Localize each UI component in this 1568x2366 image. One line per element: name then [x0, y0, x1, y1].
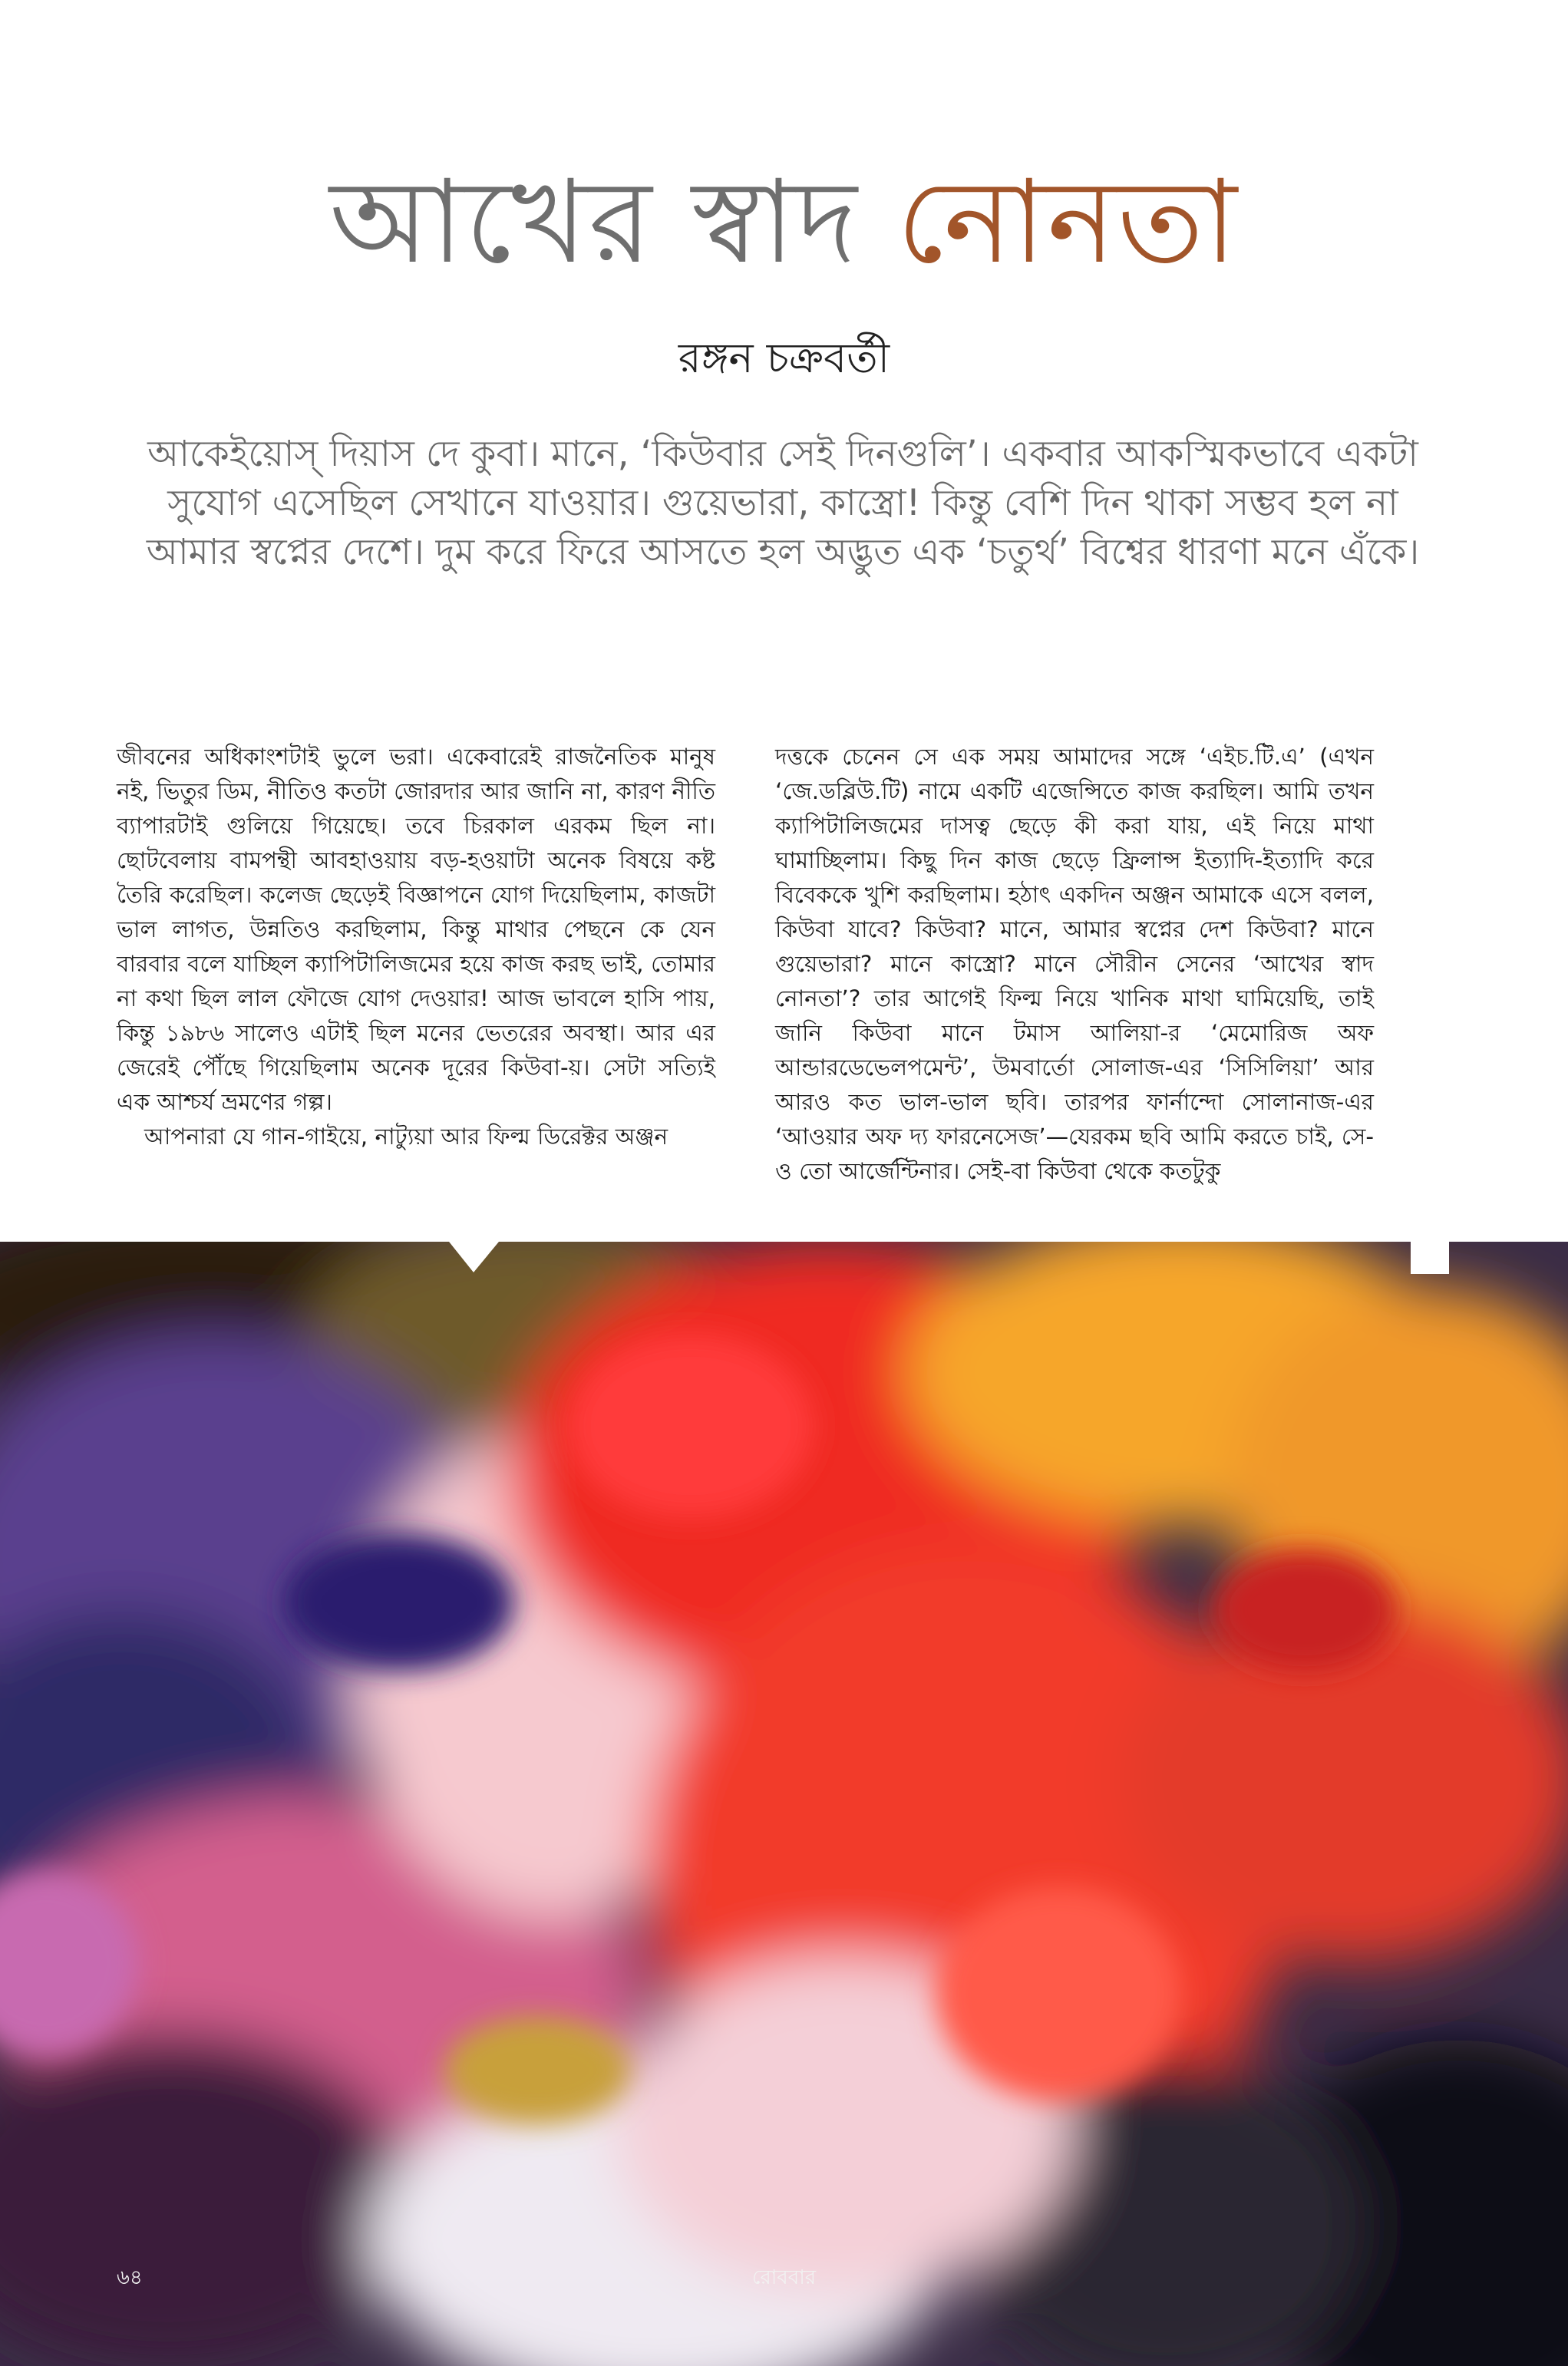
body-column-left — [117, 740, 715, 1154]
title-part-2: নোনতা — [896, 156, 1239, 289]
author-byline: রঙ্গন চক্রবর্তী — [678, 334, 890, 382]
body-paragraph: দত্তকে চেনেন সে এক সময় আমাদের সঙ্গে ‘এইচ.টি.এ’ (এখন ‘জে.ডব্লিউ.টি) নামে একটি এজেন্সিতে কাজ করছিল। আমি তখন ক্যাপিটালিজমের দাসত্ব ছেড়ে কী করা যায়, এই নিয়ে মাথা ঘামাচ্ছিলাম। কিছু দিন কাজ ছেড়ে ফ্রিলান্স ইত্যাদি-ইত্যাদি করে বিবেককে খুশি করছিলাম। হঠাৎ একদিন অঞ্জন আমাকে এসে বলল, কিউবা যাবে? কিউবা? মানে, আমার স্বপ্নের দেশ কিউবা? মানে গুয়েভারা? মানে কাস্ত্রো? মানে সৌরীন সেনের ‘আখের স্বাদ নোনতা’? তার আগেই ফিল্ম নিয়ে খানিক মাথা ঘামিয়েছি, তাই জানি কিউবা মানে টমাস আলিয়া-র ‘মেমোরিজ অফ আন্ডারডেভেলপমেন্ট’, উমবার্তো সোলাজ-এর ‘সিসিলিয়া’ আর আরও কত ভাল-ভাল ছবি। তারপর ফার্নান্দো সোলানাজ-এর ‘আওয়ার অফ দ্য ফারনেসেজ’—যেরকম ছবি আমি করতে চাই, সে-ও তো আর্জেন্টিনার। সেই-বা কিউবা থেকে কতটুকু — [775, 744, 1374, 1184]
standfirst: আকেইয়োস্ দিয়াস দে কুবা। মানে, ‘কিউবার সেই দিনগুলি’। একবার আকস্মিকভাবে একটা সুযোগ এসেছিল সেখানে যাওয়ার। গুয়েভারা, কাস্ত্রো! কিন্তু বেশি দিন থাকা সম্ভব হল না আমার স্বপ্নের দেশে। দুম করে ফিরে আসতে হল অদ্ভুত এক ‘চতুর্থ’ বিশ্বের ধারণা মনে এঁকে। — [146, 433, 1420, 573]
article-title — [0, 150, 1568, 295]
body-paragraph: আপনারা যে গান-গাইয়ে, নাট্যুয়া আর ফিল্ম ডিরেক্টর অঞ্জন — [144, 1124, 668, 1150]
body-column-right — [775, 740, 1374, 1189]
title-part-1: আখের স্বাদ — [329, 156, 859, 289]
body-paragraph: জীবনের অধিকাংশটাই ভুলে ভরা। একেবারেই রাজনৈতিক মানুষ নই, ভিতুর ডিম, নীতিও কতটা জোরদার আর জানি না, কারণ নীতি ব্যাপারটাই গুলিয়ে গিয়েছে। তবে চিরকাল এরকম ছিল না। ছোটবেলায় বামপন্থী আবহাওয়ায় বড়-হওয়াটা অনেক বিষয়ে কষ্ট তৈরি করেছিল। কলেজ ছেড়েই বিজ্ঞাপনে যোগ দিয়েছিলাম, কাজটা ভাল লাগত, উন্নতিও করছিলাম, কিন্তু মাথার পেছনে কে যেন বারবার বলে যাচ্ছিল ক্যাপিটালিজমের হয়ে কাজ করছ ভাই, তোমার না কথা ছিল লাল ফৌজে যোগ দেওয়ার! আজ ভাবলে হাসি পায়, কিন্তু ১৯৮৬ সালেও এটাই ছিল মনের ভেতরের অবস্থা। আর এর জেরেই পৌঁছে গিয়েছিলাম অনেক দূরের কিউবা-য়। সেটা সত্যিই এক আশ্চর্য ভ্রমণের গল্প। — [117, 744, 716, 1115]
abstract-painting — [0, 1242, 1568, 2366]
magazine-name: রোববার — [751, 2266, 817, 2289]
page-number: ৬৪ — [117, 2266, 143, 2289]
